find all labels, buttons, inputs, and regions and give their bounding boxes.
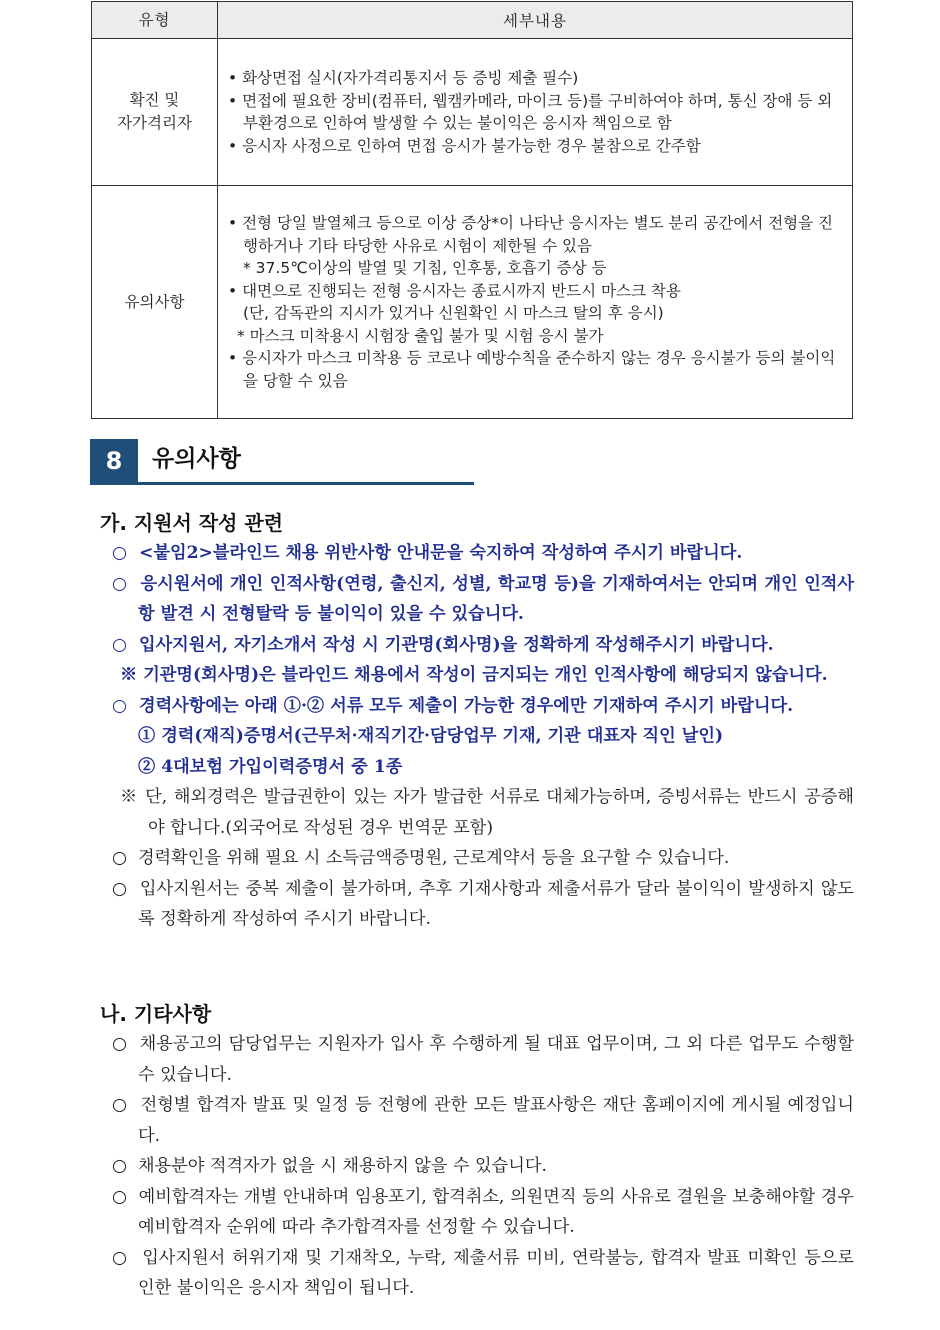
row-type-line: 유의사항 [124, 292, 185, 311]
list-item: ○ 경력사항에는 아래 ①·② 서류 모두 제출이 가능한 경우에만 기재하여 주시기 바랍니다. [112, 695, 794, 716]
section-number: 8 [90, 439, 138, 483]
section-underline [90, 482, 474, 485]
header-type: 유형 [92, 2, 218, 39]
table-row [92, 39, 853, 186]
row-detail-cell [218, 186, 853, 419]
detail-bullet: • 대면으로 진행되는 전형 응시자는 종료시까지 반드시 마스크 착용 [228, 280, 846, 303]
detail-note: * 37.5℃이상의 발열 및 기침, 인후통, 호흡기 증상 등 [243, 259, 607, 277]
list-item: ○ 채용공고의 담당업무는 지원자가 입사 후 수행하게 될 대표 업무이며, 그 외 다른 업무도 수행할 수 있습니다. [112, 1034, 854, 1085]
covid-guidelines-table [91, 1, 853, 419]
detail-bullet: • 응시자가 마스크 미착용 등 코로나 예방수칙을 준수하지 않는 경우 응시불가 등의 불이익을 당할 수 있음 [228, 347, 846, 392]
list-item: ○ 경력확인을 위해 필요 시 소득금액증명원, 근로계약서 등을 요구할 수 있습니다. [112, 848, 730, 868]
detail-bullet: • 응시자 사정으로 인하여 면접 응시가 불가능한 경우 불참으로 간주함 [228, 135, 846, 158]
subsection-title-b: 나. 기타사항 [100, 1002, 212, 1026]
list-item: ○ 응시원서에 개인 인적사항(연령, 출신지, 성별, 학교명 등)을 기재하여서는 안되며 개인 인적사항 발견 시 전형탈락 등 불이익이 있을 수 있습니다. [112, 573, 855, 624]
subsection-title-a: 가. 지원서 작성 관련 [100, 511, 284, 535]
row-type-cell [92, 186, 218, 419]
list-item: ○ 예비합격자는 개별 안내하며 임용포기, 합격취소, 의원면직 등의 사유로 결원을 보충해야할 경우 예비합격자 순위에 따라 추가합격자를 선정할 수 있습니다. [112, 1186, 854, 1237]
detail-bullet: • 화상면접 실시(자가격리통지서 등 증빙 제출 필수) [228, 67, 846, 90]
detail-bullet: • 면접에 필요한 장비(컴퓨터, 웹캠카메라, 마이크 등)를 구비하여야 하며, 통신 장애 등 외부환경으로 인하여 발생할 수 있는 불이익은 응시자 책임으로 함 [228, 90, 846, 135]
list-item: ○ 채용분야 적격자가 없을 시 채용하지 않을 수 있습니다. [112, 1156, 547, 1176]
list-item: ○ <붙임2>블라인드 채용 위반사항 안내문을 숙지하여 작성하여 주시기 바랍니다. [112, 543, 743, 563]
list-note: ※ 단, 해외경력은 발급권한이 있는 자가 발급한 서류로 대체가능하며, 증빙서류는 반드시 공증해야 합니다.(외국어로 작성된 경우 번역문 포함) [120, 787, 854, 838]
list-item: ○ 전형별 합격자 발표 및 일정 등 전형에 관한 모든 발표사항은 재단 홈페이지에 게시될 예정입니다. [112, 1095, 855, 1146]
detail-bullet: • 전형 당일 발열체크 등으로 이상 증상*이 나타난 응시자는 별도 분리 공간에서 전형을 진행하거나 기타 타당한 사유로 시험이 제한될 수 있음 [228, 212, 846, 257]
detail-note: * 마스크 미착용시 시험장 출입 불가 및 시험 응시 불가 [237, 326, 604, 345]
list-item: ○ 입사지원서 허위기재 및 기재착오, 누락, 제출서류 미비, 연락불능, 합격자 발표 미확인 등으로 인한 불이익은 응시자 책임이 됩니다. [112, 1247, 854, 1298]
row-detail-cell [218, 39, 853, 186]
table-row [92, 186, 853, 419]
header-details: 세부내용 [218, 2, 853, 39]
list-subitem: ① 경력(재직)증명서(근무처·재직기간·담당업무 기재, 기관 대표자 직인 날인) [138, 726, 724, 746]
row-type-cell [92, 39, 218, 186]
list-note: ※ 기관명(회사명)은 블라인드 채용에서 작성이 금지되는 개인 인적사항에 해당되지 않습니다. [120, 665, 828, 685]
section-title: 유의사항 [152, 446, 241, 472]
list-item: ○ 입사지원서, 자기소개서 작성 시 기관명(회사명)을 정확하게 작성해주시기 바랍니다. [112, 634, 774, 655]
table-header-row [92, 2, 853, 39]
list-subitem: ② 4대보험 가입이력증명서 중 1종 [138, 756, 403, 777]
other-notes-list [112, 1029, 854, 1304]
row-type-line: 확진 및 [129, 91, 180, 109]
list-item: ○ 입사지원서는 중복 제출이 불가하며, 추후 기재사항과 제출서류가 달라 불이익이 발생하지 않도록 정확하게 작성하여 주시기 바랍니다. [112, 878, 855, 929]
application-notes-list [112, 538, 854, 935]
detail-paren: (단, 감독관의 지시가 있거나 신원확인 시 마스크 탈의 후 응시) [243, 304, 664, 322]
row-type-line: 자가격리자 [117, 114, 192, 132]
